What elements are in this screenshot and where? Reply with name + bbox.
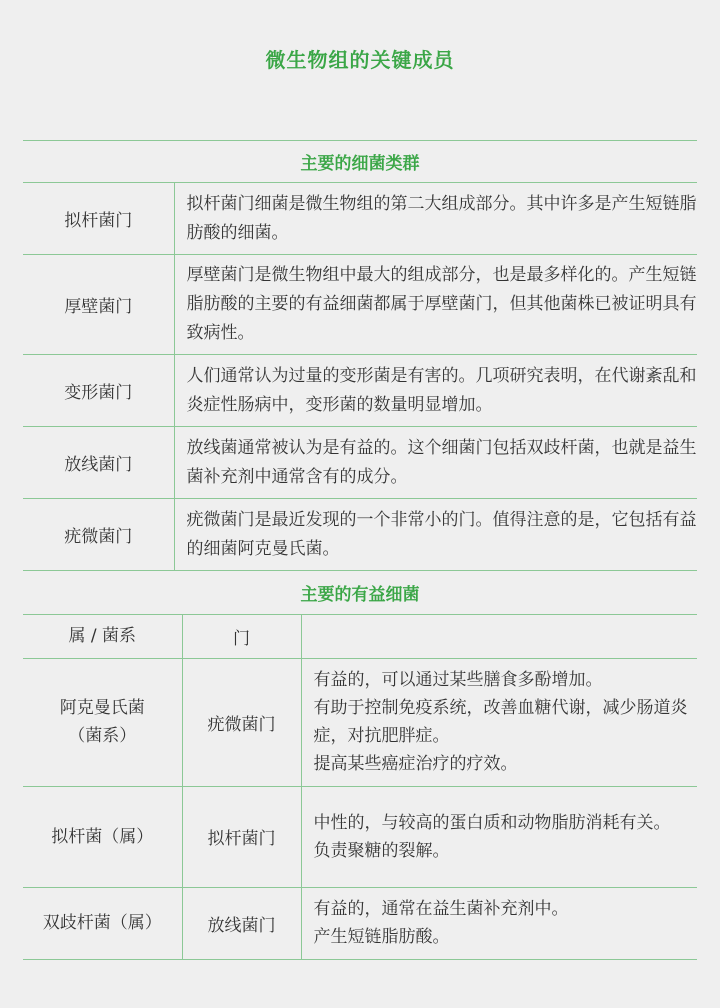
phylum-description: 疣微菌门是最近发现的一个非常小的门。值得注意的是，它包括有益的细菌阿克曼氏菌。 bbox=[174, 499, 697, 571]
note-line: 中性的，与较高的蛋白质和动物脂肪消耗有关。 bbox=[313, 812, 671, 833]
note-line: 有益的，可以通过某些膳食多酚增加。 bbox=[313, 670, 603, 690]
phylum-description: 人们通常认为过量的变形菌是有害的。几项研究表明，在代谢紊乱和炎症性肠病中，变形菌的数量明显增加。 bbox=[174, 355, 697, 427]
table-header-row bbox=[23, 614, 697, 658]
bacteria-notes bbox=[301, 658, 697, 786]
table-row bbox=[23, 887, 697, 959]
column-header-genus: 属 / 菌系 bbox=[23, 614, 182, 658]
phylum-name: 疣微菌门 bbox=[182, 658, 301, 786]
phylum-name: 厚壁菌门 bbox=[23, 255, 174, 355]
bacteria-groups-table bbox=[23, 140, 697, 571]
table-row bbox=[23, 183, 697, 255]
genus-name-line: 阿克曼氏菌 bbox=[59, 698, 145, 718]
genus-name: 拟杆菌（属） bbox=[23, 786, 182, 887]
note-line: 产生短链脂肪酸。 bbox=[313, 927, 450, 947]
note-line: 有助于控制免疫系统，改善血糖代谢，减少肠道炎症，对抗肥胖症。 bbox=[313, 698, 688, 746]
phylum-name: 疣微菌门 bbox=[23, 499, 174, 571]
table-row bbox=[23, 427, 697, 499]
genus-name: 双歧杆菌（属） bbox=[23, 887, 182, 959]
phylum-name: 放线菌门 bbox=[23, 427, 174, 499]
phylum-name: 拟杆菌门 bbox=[23, 183, 174, 255]
genus-name bbox=[23, 658, 182, 786]
table-row bbox=[23, 355, 697, 427]
section-heading-groups: 主要的细菌类群 bbox=[23, 141, 697, 183]
table-row bbox=[23, 658, 697, 786]
phylum-description: 厚壁菌门是微生物组中最大的组成部分，也是最多样化的。产生短链脂肪酸的主要的有益细菌都属于厚壁菌门，但其他菌株已被证明具有致病性。 bbox=[174, 255, 697, 355]
genus-type-line: （菌系） bbox=[68, 726, 137, 746]
phylum-description: 拟杆菌门细菌是微生物组的第二大组成部分。其中许多是产生短链脂肪酸的细菌。 bbox=[174, 183, 697, 255]
page-title: 微生物组的关键成员 bbox=[265, 48, 455, 72]
bacteria-notes bbox=[301, 887, 697, 959]
bacteria-notes bbox=[301, 786, 697, 887]
table-row bbox=[23, 255, 697, 355]
table-row bbox=[23, 786, 697, 887]
beneficial-bacteria-table bbox=[23, 571, 697, 960]
table-row bbox=[23, 499, 697, 571]
note-line: 提高某些癌症治疗的疗效。 bbox=[313, 754, 518, 774]
note-line: 有益的，通常在益生菌补充剂中。 bbox=[313, 899, 569, 919]
column-header-phylum: 门 bbox=[182, 614, 301, 658]
column-header-notes bbox=[301, 614, 697, 658]
phylum-name: 放线菌门 bbox=[182, 887, 301, 959]
note-line: 负责聚糖的裂解。 bbox=[313, 840, 450, 861]
phylum-name: 拟杆菌门 bbox=[182, 786, 301, 887]
section-heading-beneficial: 主要的有益细菌 bbox=[23, 571, 697, 614]
phylum-name: 变形菌门 bbox=[23, 355, 174, 427]
phylum-description: 放线菌通常被认为是有益的。这个细菌门包括双歧杆菌，也就是益生菌补充剂中通常含有的成分。 bbox=[174, 427, 697, 499]
